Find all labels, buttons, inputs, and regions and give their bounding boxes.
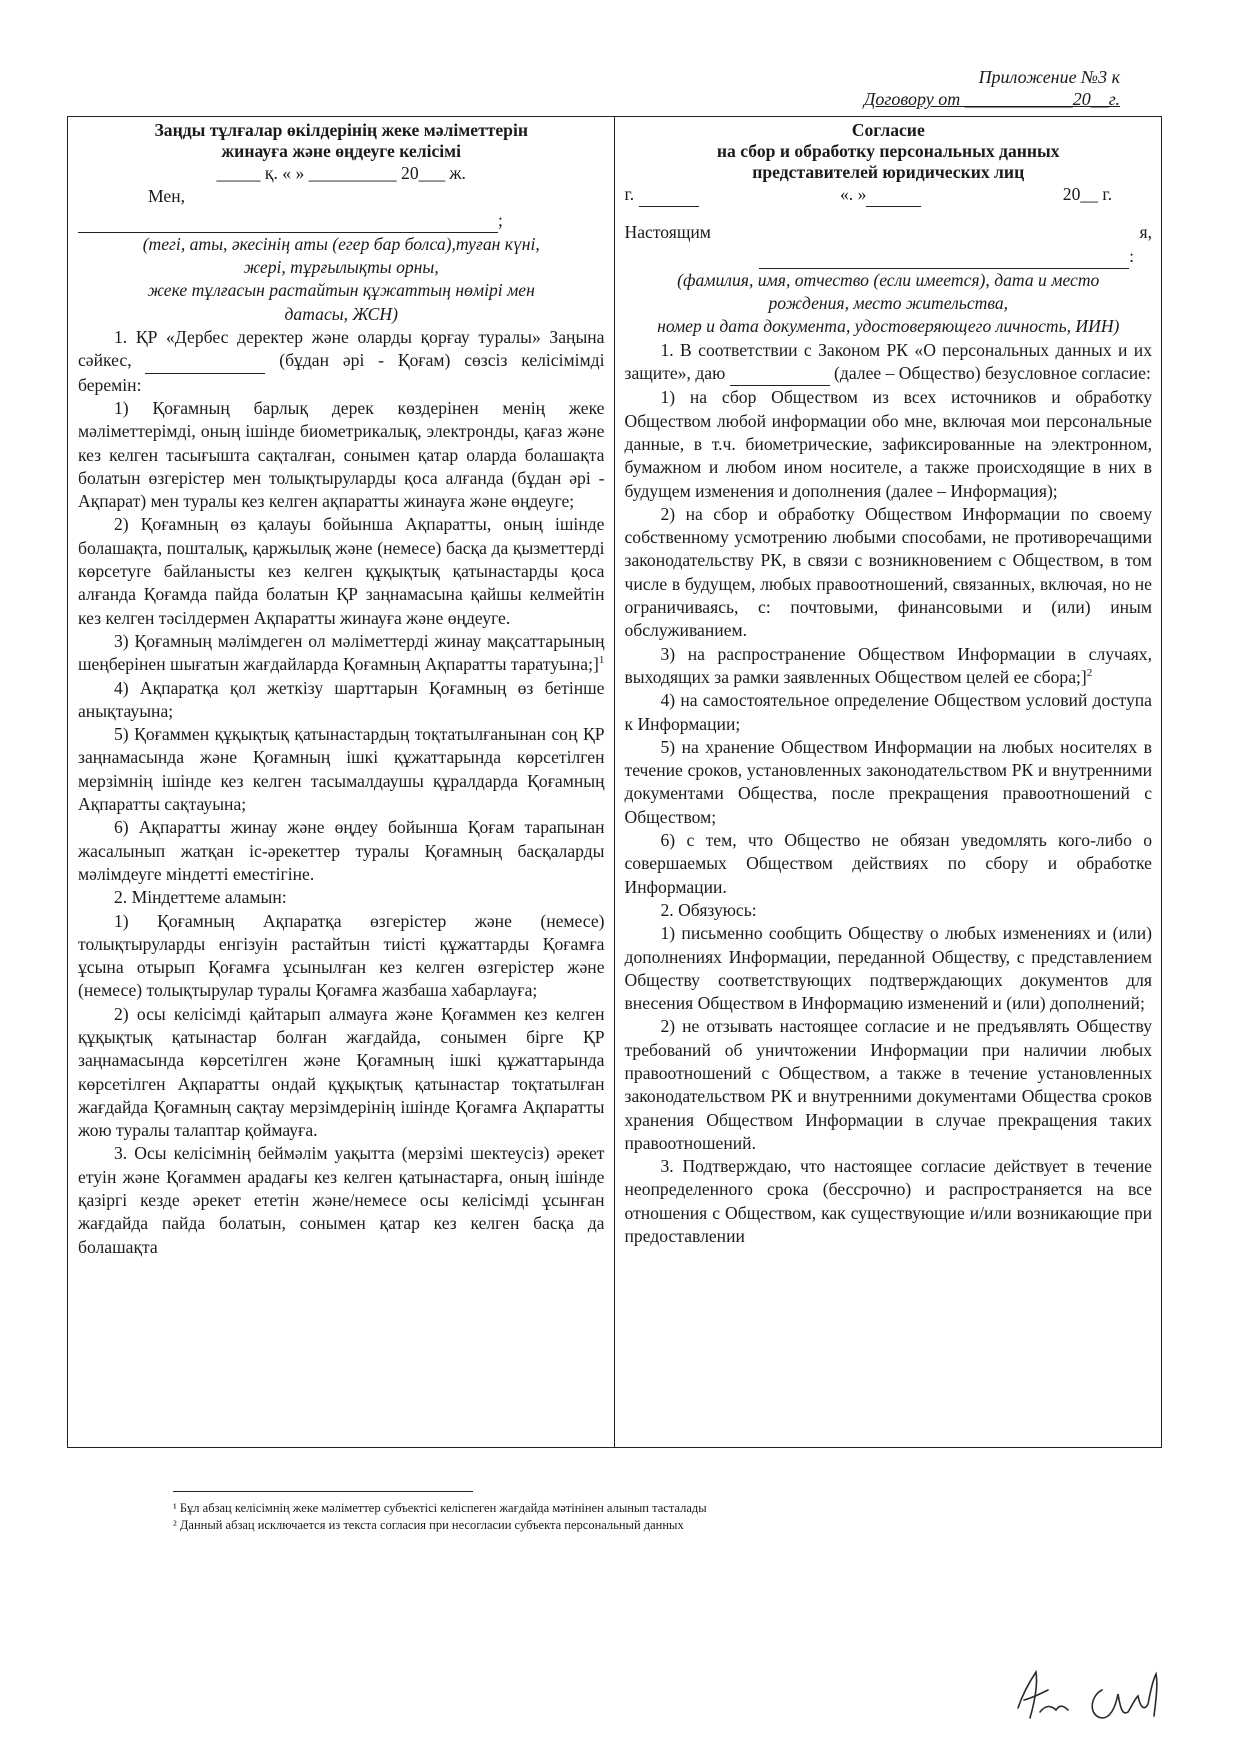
kazakh-subject-note	[78, 233, 605, 326]
kazakh-clause-1-3	[78, 630, 605, 677]
kazakh-clause-1-6: 6) Ақпаратты жинау және өңдеу бойынша Қоғам тарапынан жасалынып жатқан іс-әрекеттер туралы Қоғамның басқаларды мәлімдеуге міндетті еместігіне.	[78, 817, 605, 884]
russian-note-line-1: (фамилия, имя, отчество (если имеется), дата и место	[677, 269, 1100, 290]
kazakh-clause-1-4: 4) Ақпаратқа қол жеткізу шарттарын Қоғамның өз бетінше анықтауына;	[78, 677, 605, 721]
kazakh-column	[68, 117, 615, 1447]
russian-clause-2-1: 1) письменно сообщить Обществу о любых изменениях и (или) дополнениях Информации, переданной Обществу, с представлением Обществу соответствующих подтверждающих документов для внесения Обществом в Информацию изменений и (или) дополнений;	[624, 923, 1152, 1014]
russian-day-month: «. »	[839, 184, 867, 204]
russian-title-line-1: Согласие	[851, 120, 925, 140]
russian-clause-1-5: 5) на хранение Обществом Информации на любых носителях в течение сроков, установленных законодательством РК и внутренними документами Общества, после прекращения правоотношений с Обществом;	[624, 736, 1152, 827]
footnote-1: ¹ Бұл абзац келісімнің жеке мәліметтер субъектісі келіспеген жағдайда мәтінінен алынып тасталады	[173, 1501, 707, 1515]
russian-clause-1-2: 2) на сбор и обработку Обществом Информации по своему собственному усмотрению любыми способами, не противоречащими законодательству РК, в связи с возникновением с Обществом, в том числе в будущем, любых правоотношений, связанных, включая, но не ограничиваясь, с: почтовыми, финансовыми и (или) иным обслуживанием.	[624, 503, 1152, 641]
kazakh-clause-2-1: 1) Қоғамның Ақпаратқа өзгерістер және (немесе) толықтыруларды енгізуін растайтын тиісті құжаттарды Қоғамға ұсына отырып Қоғамға ұсынылған кез келген өзгерістер және (немесе) толықтырулар туралы Қоғамға жазбаша хабарлауға;	[78, 910, 605, 1001]
kazakh-subject-blank: ;	[78, 209, 605, 233]
handwritten-signature	[1010, 1660, 1170, 1730]
russian-clause-3: 3. Подтверждаю, что настоящее согласие действует в течение неопределенного срока (бессрочно) и распространяется на все отношения с Обществом, как существующие и/или возникающие при предоставлении	[624, 1156, 1152, 1247]
russian-clause-1-4: 4) на самостоятельное определение Обществом условий доступа к Информации;	[624, 690, 1152, 734]
russian-company-blank	[730, 362, 830, 386]
russian-clause-2: 2. Обязуюсь:	[660, 899, 757, 920]
russian-place-date	[625, 183, 1153, 207]
russian-city	[625, 183, 699, 207]
russian-subject-blank: :	[625, 245, 1153, 269]
kazakh-note-line-2: жері, тұрғылықты орны,	[243, 257, 439, 278]
kazakh-clause-3: 3. Осы келісімнің беймәлім уақытта (мерзімі шектеусіз) әрекет етуін және Қоғаммен арадағы кез келген қатынастарға, оның ішінде қазіргі кезде әрекет ететін және/немесе осы келісімді ұсынған жағдайда пайда болатын, сонымен қатар кез келген басқа да болашақта	[78, 1143, 605, 1257]
kazakh-title-line-2: жинауға және өңдеуге келісімі	[221, 141, 462, 161]
kazakh-clause-1-5: 5) Қоғаммен құқықтық қатынастардың тоқтатылғанынан соң ҚР заңнамасында және Қоғамның ішкі құжаттарында көрсетілген мерзімнің ішінде кез келген тасымалдаушы құралдарда Қоғамның Ақпаратты сақтауына;	[78, 724, 605, 815]
footnote-2: ² Данный абзац исключается из текста согласия при несогласии субъекта персональный данных	[173, 1518, 684, 1532]
consent-table	[67, 116, 1162, 1448]
month-blank	[866, 183, 921, 207]
kazakh-clause-1	[78, 326, 605, 397]
russian-note-line-2: рождения, место жительства,	[768, 293, 1009, 314]
contract-reference: Договору от ____________20__г.	[863, 89, 1120, 109]
russian-title-line-2: на сбор и обработку персональных данных	[716, 141, 1060, 161]
city-blank	[639, 183, 699, 207]
russian-clause-1-6: 6) с тем, что Общество не обязан уведомлять кого-либо о совершаемых Обществом действиях по сбору и обработке Информации.	[624, 830, 1152, 897]
kazakh-subject-line	[78, 185, 605, 208]
russian-name-blank	[759, 245, 1129, 269]
russian-subject-line	[625, 221, 1153, 244]
kazakh-clause-1-2: 2) Қоғамның өз қалауы бойынша Ақпаратты, оның ішінде болашақта, пошталық, қаржылық және (немесе) басқа да қызметтерді көрсетуге байланысты кез келген құқықтық қатынастарды қоса алғанда Қоғамда пайда болатын ҚР заңнамасына қайшы келмейтін кез келген тәсілдермен Ақпаратты жинауға және өңдеуге.	[78, 514, 605, 628]
russian-clause-1-1: 1) на сбор Обществом из всех источников и обработку Обществом любой информации обо мне, включая мои персональные данные, в т.ч. биометрические, зафиксированные на электронном, бумажном и любом ином носителе, а также происходящие в них в будущем изменения и дополнения (далее – Информация);	[624, 387, 1152, 501]
ya-label: я,	[1139, 222, 1152, 243]
kazakh-clause-2: 2. Міндеттеме аламын:	[114, 887, 287, 908]
kazakh-clause-1-start: 1. ҚР «Дербес деректер және оларды қорғау туралы» Заңына сәйкес,	[78, 327, 605, 371]
kazakh-title	[78, 120, 605, 162]
russian-year: 20__ г.	[1062, 184, 1112, 204]
kazakh-clause-1-end: (бұдан әрі - Қоғам) сөзсіз келісімімді беремін:	[78, 350, 605, 395]
kazakh-note-line-4: датасы, ЖСН)	[284, 303, 398, 324]
company-name-blank	[145, 349, 265, 373]
russian-date	[840, 183, 921, 207]
footnote-ref-2: 2	[1086, 667, 1093, 680]
footnote-divider	[173, 1491, 473, 1492]
russian-clause-1-3-text: 3) на распространение Обществом Информации в случаях, выходящих за рамки заявленных Обществом целей ее сбора;]	[624, 643, 1152, 687]
kazakh-clause-1-1: 1) Қоғамның барлық дерек көздерінен менің жеке мәліметтерімді, оның ішінде биометрикалық, электронды, қағаз және кез келген тасығышта сақталған, сонымен қатар оларда болашақта болатын өзгерістер мен толықтыруларды қоса алғанда (бұдан әрі - Ақпарат) мен туралы кез келген ақпаратты жинауға және өңдеуге;	[78, 397, 605, 512]
footnote-ref-1: 1	[598, 654, 605, 667]
russian-title-line-3: представителей юридических лиц	[752, 162, 1025, 182]
kazakh-place-date: _____ қ. « » __________ 20___ ж.	[216, 163, 466, 183]
kazakh-title-line-1: Заңды тұлғалар өкілдерінің жеке мәліметтерін	[154, 120, 528, 140]
appendix-number: Приложение №3 к	[978, 67, 1120, 87]
kazakh-clause-2-2: 2) осы келісімді қайтарып алмауға және Қоғаммен кез келген құқықтық қатынастар болған жағдайда, сонымен бірге ҚР заңнамасында көрсетілген және Қоғамның ішкі құжаттарында көрсетілген Ақпаратты ондай құқықтық қатынастар тоқтатылған жағдайда Қоғамның сақтау мерзімдерінің ішінде Қоғамға Ақпаратты жою туралы талаптар қоймауға.	[78, 1003, 605, 1141]
appendix-header	[720, 66, 1120, 110]
subject-name-blank	[78, 209, 498, 233]
nastoyashim-label: Настоящим	[624, 222, 711, 243]
russian-title	[625, 120, 1153, 183]
footnotes	[173, 1491, 1073, 1534]
russian-clause-1	[625, 339, 1153, 387]
russian-clause-1-start: 1. В соответствии с Законом РК «О персональных данных и их защите», даю	[624, 339, 1152, 384]
kazakh-note-line-1: (тегі, аты, әкесінің аты (егер бар болса),туған күні,	[142, 233, 540, 254]
russian-column	[615, 117, 1162, 1447]
russian-city-label: г.	[624, 184, 635, 204]
kazakh-men-label: Мен,	[148, 186, 186, 207]
russian-subject-note	[625, 269, 1153, 339]
russian-clause-2-2: 2) не отзывать настоящее согласие и не предъявлять Обществу требований об уничтожении Информации при наличии любых правоотношений с Обществом, а также в течение установленных законодательством РК и внутренними документами Общества сроков хранения Обществом Информации в случае прекращения таких правоотношений.	[624, 1016, 1152, 1153]
russian-note-line-3: номер и дата документа, удостоверяющего личность, ИИН)	[657, 316, 1120, 337]
russian-clause-1-end: (далее – Общество) безусловное согласие:	[829, 363, 1151, 384]
russian-clause-1-3	[625, 643, 1153, 690]
kazakh-clause-1-3-text: 3) Қоғамның мәлімдеген ол мәліметтерді жинау мақсаттарының шеңберінен шығатын жағдайларда Қоғамның Ақпаратты таратуына;]	[78, 630, 605, 675]
kazakh-note-line-3: жеке тұлғасын растайтын құжаттың нөмірі мен	[147, 280, 535, 301]
